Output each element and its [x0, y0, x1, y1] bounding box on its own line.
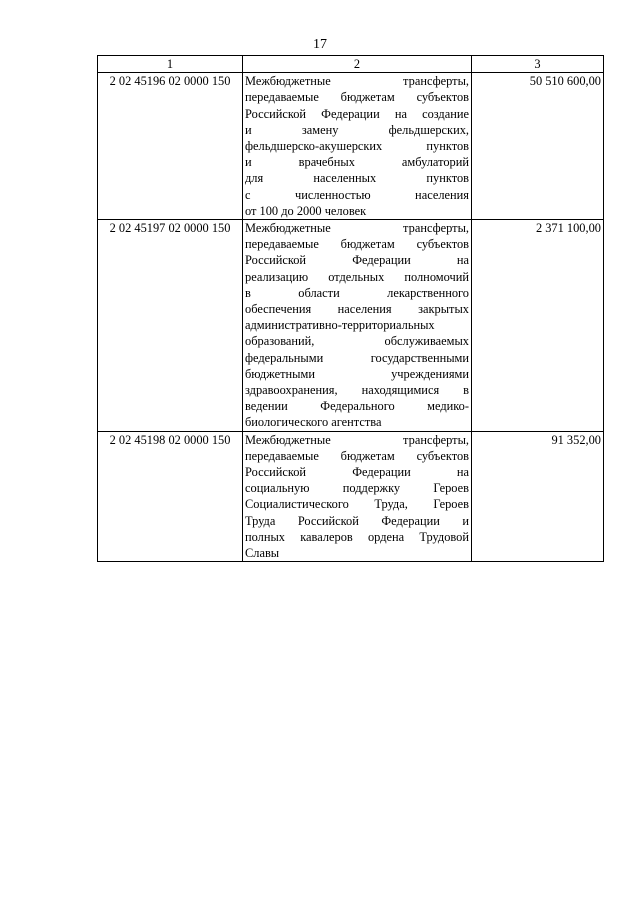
description-line: Социалистического Труда, Героев — [245, 497, 469, 512]
description-line: Межбюджетные трансферты, — [245, 74, 469, 89]
table-header-row — [98, 56, 604, 73]
table-row — [98, 73, 604, 220]
description-line: обеспечения населения закрытых — [245, 302, 469, 317]
description-line: Славы — [245, 546, 280, 561]
table-row — [98, 220, 604, 432]
description-line: с численностью населения — [245, 187, 469, 202]
description-line: для населенных пунктов — [245, 171, 469, 186]
description-line: социальную поддержку Героев — [245, 481, 469, 496]
amount-cell: 91 352,00 — [472, 431, 604, 562]
column-header-2: 2 — [243, 56, 472, 73]
amount-cell: 2 371 100,00 — [472, 220, 604, 432]
table-body — [98, 73, 604, 562]
description-line: бюджетными учреждениями — [245, 366, 469, 381]
budget-code-cell: 2 02 45196 02 0000 150 — [98, 73, 243, 220]
description-line: административно-территориальных — [245, 318, 435, 333]
description-line: передаваемые бюджетам субъектов — [245, 237, 469, 252]
description-line: здравоохранения, находящимися в — [245, 383, 469, 398]
column-header-1: 1 — [98, 56, 243, 73]
description-line: Труда Российской Федерации и — [245, 513, 469, 528]
table-row — [98, 431, 604, 562]
description-line: и врачебных амбулаторий — [245, 155, 469, 170]
description-line: Российской Федерации на — [245, 253, 469, 268]
budget-code-cell: 2 02 45198 02 0000 150 — [98, 431, 243, 562]
budget-table — [97, 55, 604, 562]
column-header-3: 3 — [472, 56, 604, 73]
description-line: от 100 до 2000 человек — [245, 203, 367, 218]
description-line: образований, обслуживаемых — [245, 334, 469, 349]
description-line: передаваемые бюджетам субъектов — [245, 448, 469, 463]
budget-code-cell: 2 02 45197 02 0000 150 — [98, 220, 243, 432]
description-cell — [243, 431, 472, 562]
description-line: в области лекарственного — [245, 285, 469, 300]
description-line: федеральными государственными — [245, 350, 469, 365]
description-line: полных кавалеров ордена Трудовой — [245, 529, 469, 544]
description-line: и замену фельдшерских, — [245, 122, 469, 137]
description-line: Российской Федерации на создание — [245, 106, 469, 121]
amount-cell: 50 510 600,00 — [472, 73, 604, 220]
description-line: Межбюджетные трансферты, — [245, 432, 469, 447]
description-line: Межбюджетные трансферты, — [245, 221, 469, 236]
description-cell — [243, 73, 472, 220]
description-line: реализацию отдельных полномочий — [245, 269, 469, 284]
description-line: Российской Федерации на — [245, 465, 469, 480]
description-line: фельдшерско-акушерских пунктов — [245, 139, 469, 154]
description-line: передаваемые бюджетам субъектов — [245, 90, 469, 105]
description-cell — [243, 220, 472, 432]
page-number: 17 — [313, 37, 327, 52]
description-line: ведении Федерального медико- — [245, 399, 469, 414]
description-line: биологического агентства — [245, 415, 382, 430]
